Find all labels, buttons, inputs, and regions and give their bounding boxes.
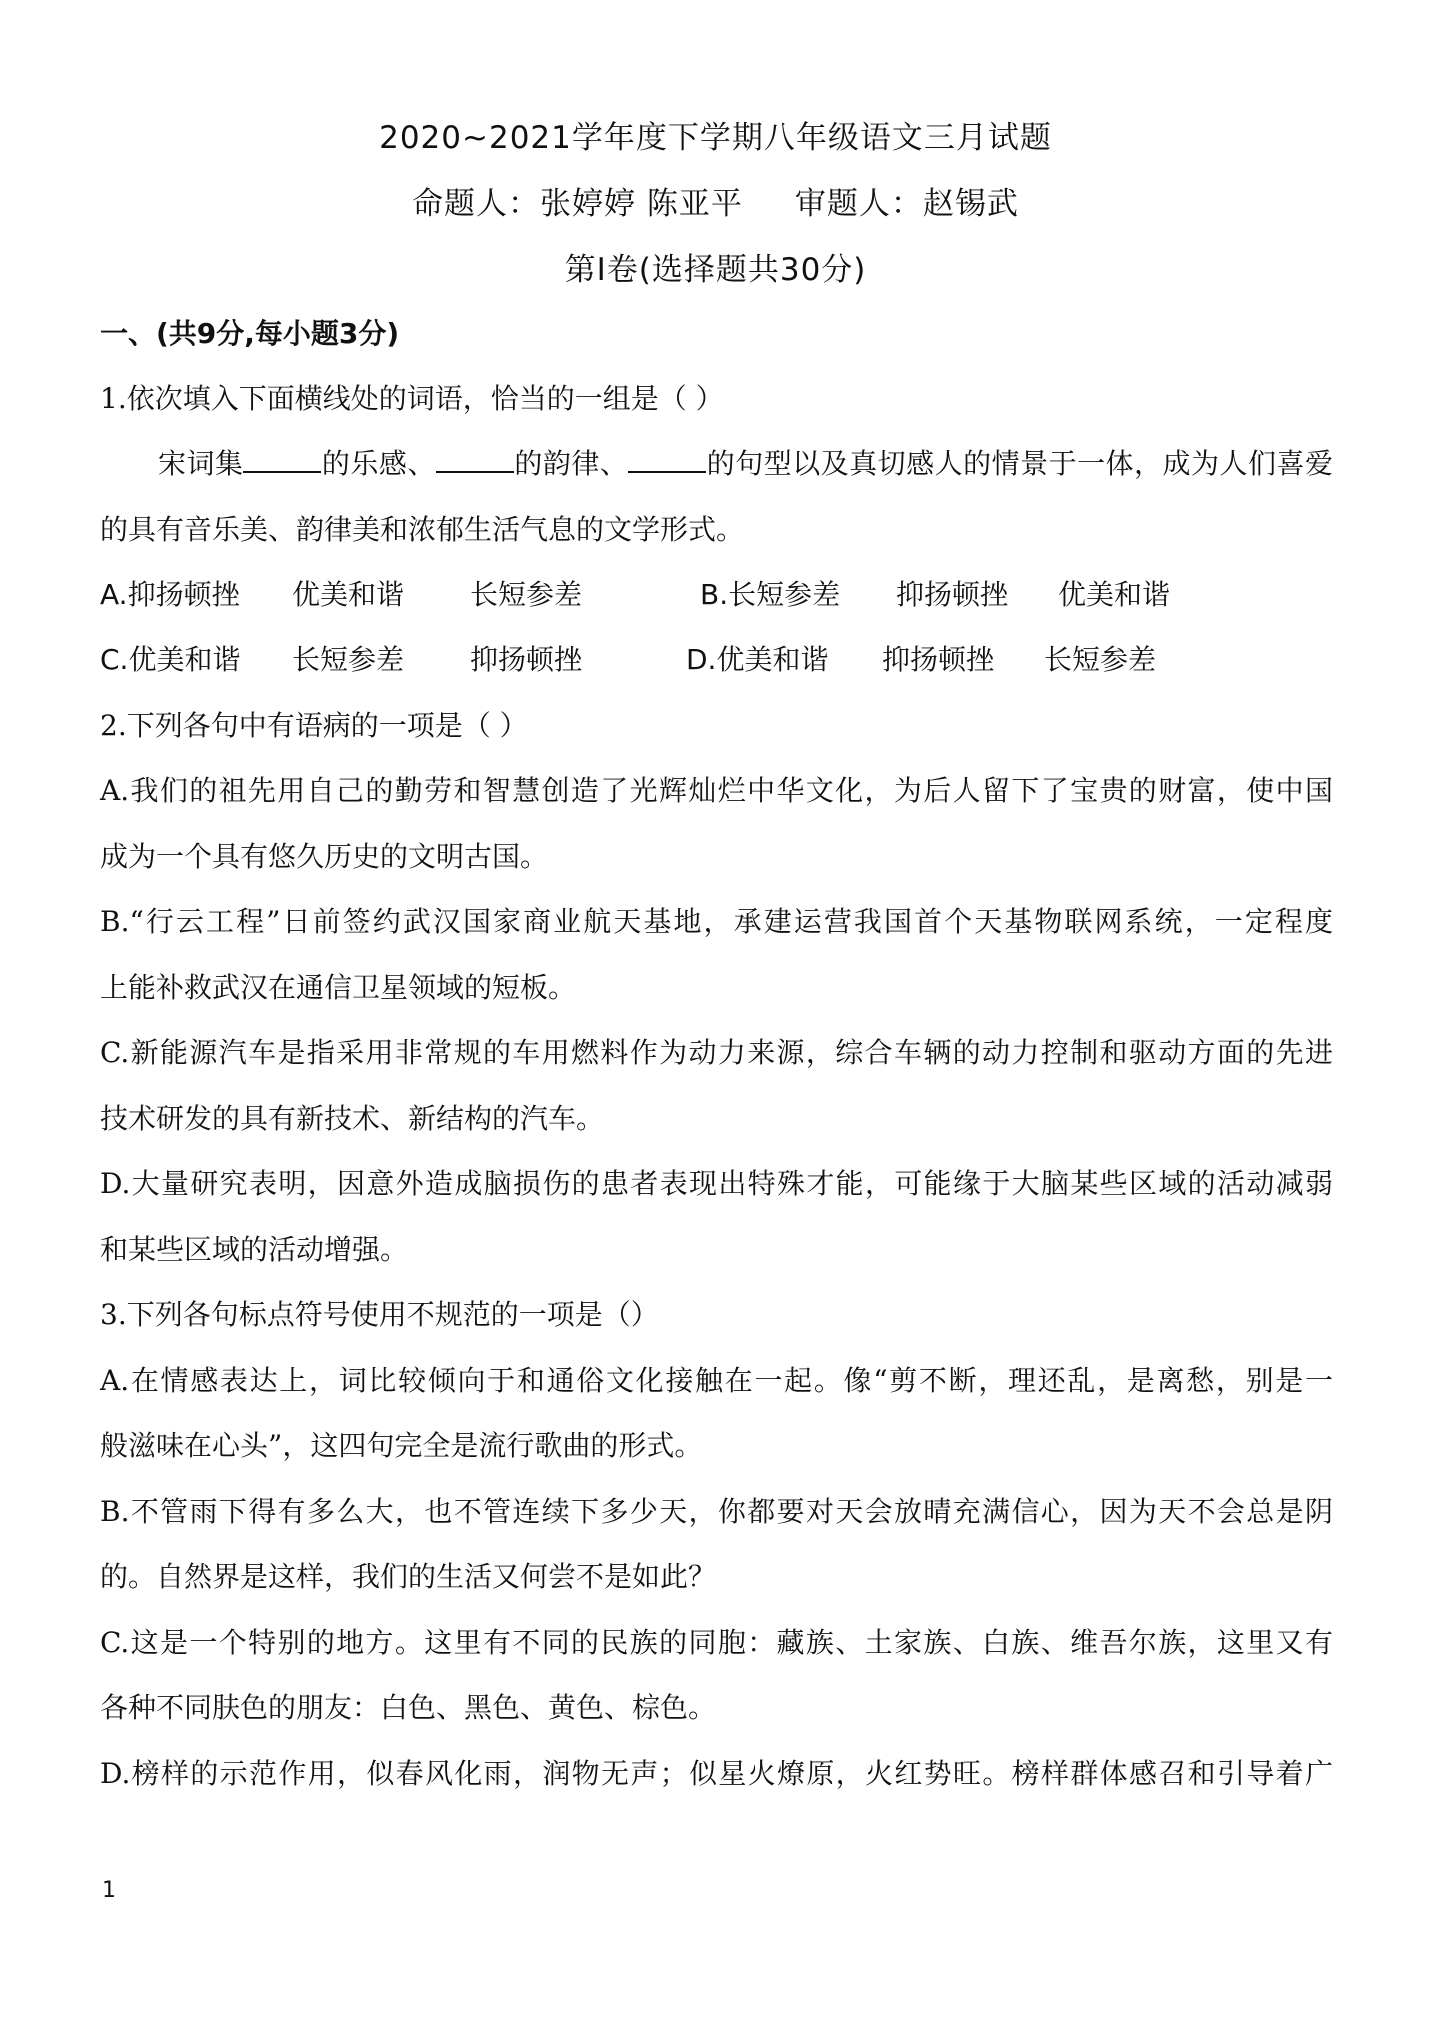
page-number: 1 (102, 1878, 116, 1903)
question-2-option-d-line-1: D.大量研究表明，因意外造成脑损伤的患者表现出特殊才能，可能缘于大脑某些区域的活动减弱 (100, 1167, 1333, 1200)
question-1-stem: 1.依次填入下面横线处的词语，恰当的一组是（ ） (100, 382, 724, 415)
reviewer-label: 审题人：赵锡武 (794, 186, 1019, 222)
question-1-passage-line-1: 宋词集 的乐感、 的韵律、 的句型以及真切感人的情景于一体，成为人们喜爱 (158, 447, 1333, 480)
fill-in-blank (436, 447, 514, 473)
question-2-option-a-line-1: A.我们的祖先用自己的勤劳和智慧创造了光辉灿烂中华文化，为后人留下了宝贵的财富，使中国 (100, 774, 1333, 807)
question-3-option-b-line-2: 的。自然界是这样，我们的生活又何尝不是如此？ (100, 1560, 717, 1593)
exam-page: 2020~2021学年度下学期八年级语文三月试题 命题人：张婷婷 陈亚平 审题人：赵锡武 第Ⅰ卷(选择题共30分) 一、(共9分,每小题3分) 1.依次填入下面横线处的词语，恰当的一组是（ ） 宋词集 的乐感、 的韵律、 的句型以及真切感人的情景于一体，成为人们喜爱 的具有音乐美、韵律美和浓郁生活气息的文学形式。 A.抑扬顿挫 优美和谐 长短参差 B.长短参差 抑扬顿挫 优美和谐 C.优美和谐 长短参差 抑扬顿挫 D.优美和谐 抑扬顿挫 长短参差 2.下列各句中有语病的一项是（ ） A.我们的祖先用自己的勤劳和智慧创造了光辉灿烂中华文化，为后人留下了宝贵的财富，使中国 成为一个具有悠久历史的文明古国。 B.“行云工程”日前签约武汉国家商业航天基地，承建运营我国首个天基物联网系统，一定程度 上能补救武汉在通信卫星领域的短板。 C.新能源汽车是指采用非常规的车用燃料作为动力来源，综合车辆的动力控制和驱动方面的先进 技术研发的具有新技术、新结构的汽车。 D.大量研究表明，因意外造成脑损伤的患者表现出特殊才能，可能缘于大脑某些区域的活动减弱 和某些区域的活动增强。 3.下列各句标点符号使用不规范的一项是（） A.在情感表达上，词比较倾向于和通俗文化接触在一起。像“剪不断，理还乱，是离愁，别是一 般滋味在心头”，这四句完全是流行歌曲的形式。 B.不管雨下得有多么大，也不管连续下多少天，你都要对天会放晴充满信心，因为天不会总是阴 的。自然界是这样，我们的生活又何尝不是如此？ C.这是一个特别的地方。这里有不同的民族的同胞：藏族、土家族、白族、维吾尔族，这里又有 各种不同肤色的朋友：白色、黑色、黄色、棕色。 D.榜样的示范作用，似春风化雨，润物无声；似星火燎原，火红势旺。榜样群体感召和引导着广 1 (0, 0, 1431, 2022)
question-3-stem: 3.下列各句标点符号使用不规范的一项是（） (100, 1298, 659, 1331)
exam-authors (0, 178, 1431, 223)
question-3-option-d-line-1: D.榜样的示范作用，似春风化雨，润物无声；似星火燎原，火红势旺。榜样群体感召和引导着广 (100, 1757, 1333, 1790)
question-3-option-b-line-1: B.不管雨下得有多么大，也不管连续下多少天，你都要对天会放晴充满信心，因为天不会总是阴 (100, 1495, 1333, 1528)
question-2-option-c-line-1: C.新能源汽车是指采用非常规的车用燃料作为动力来源，综合车辆的动力控制和驱动方面的先进 (100, 1036, 1333, 1069)
fill-in-blank (628, 447, 706, 473)
authors-label: 命题人：张婷婷 陈亚平 (412, 186, 743, 222)
question-3-option-a-line-2: 般滋味在心头”，这四句完全是流行歌曲的形式。 (100, 1429, 703, 1462)
section-heading: 一、(共9分,每小题3分) (100, 317, 400, 350)
question-2-stem: 2.下列各句中有语病的一项是（ ） (100, 709, 528, 742)
question-2-option-b-line-1: B.“行云工程”日前签约武汉国家商业航天基地，承建运营我国首个天基物联网系统，一定程度 (100, 905, 1333, 938)
question-3-option-c-line-1: C.这是一个特别的地方。这里有不同的民族的同胞：藏族、土家族、白族、维吾尔族，这里又有 (100, 1626, 1333, 1659)
question-2-option-a-line-2: 成为一个具有悠久历史的文明古国。 (100, 840, 549, 873)
question-3-option-c-line-2: 各种不同肤色的朋友：白色、黑色、黄色、棕色。 (100, 1691, 717, 1724)
question-3-option-a-line-1: A.在情感表达上，词比较倾向于和通俗文化接触在一起。像“剪不断，理还乱，是离愁，别是一 (100, 1364, 1333, 1397)
fill-in-blank (243, 447, 321, 473)
exam-title: 2020~2021学年度下学期八年级语文三月试题 (379, 120, 1052, 156)
question-2-option-d-line-2: 和某些区域的活动增强。 (100, 1233, 409, 1266)
question-2-option-b-line-2: 上能补救武汉在通信卫星领域的短板。 (100, 971, 577, 1004)
part-title: 第Ⅰ卷(选择题共30分) (564, 252, 867, 288)
question-1-passage-line-2: 的具有音乐美、韵律美和浓郁生活气息的文学形式。 (100, 513, 745, 546)
question-2-option-c-line-2: 技术研发的具有新技术、新结构的汽车。 (100, 1102, 605, 1135)
